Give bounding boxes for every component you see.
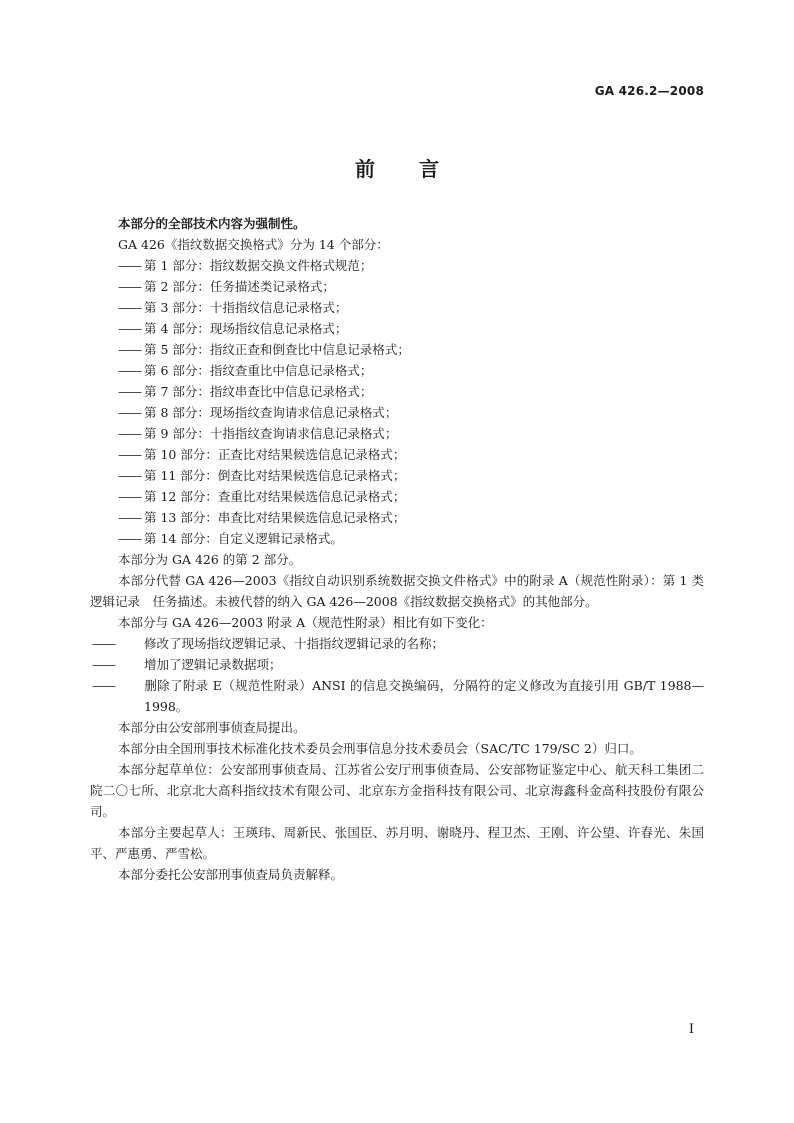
- list-item-text: 第 5 部分：指纹正查和倒查比中信息记录格式；: [144, 342, 410, 357]
- list-item-text: 第 4 部分：现场指纹信息记录格式；: [144, 321, 348, 336]
- dash: ——: [118, 321, 141, 336]
- replaces-statement: 本部分代替 GA 426—2003《指纹自动识别系统数据交换文件格式》中的附录 A（规范性附录）：第 1 类逻辑记录 任务描述。未被代替的纳入 GA 426—2008《指纹数据交换格式》的其他部分。: [90, 573, 704, 609]
- foreword-body: [90, 213, 704, 885]
- list-item-text: 第 7 部分：指纹串查比中信息记录格式；: [144, 384, 373, 399]
- list-item-text: 第 12 部分：查重比对结果候选信息记录格式；: [144, 489, 406, 504]
- parts-intro: GA 426《指纹数据交换格式》分为 14 个部分：: [118, 237, 389, 252]
- mandatory-statement: 本部分的全部技术内容为强制性。: [118, 216, 306, 231]
- dash: ——: [118, 405, 141, 420]
- part-statement: 本部分为 GA 426 的第 2 部分。: [118, 552, 302, 567]
- list-item: [90, 276, 704, 297]
- dash: ——: [118, 363, 141, 378]
- list-item-text: 第 6 部分：指纹查重比中信息记录格式；: [144, 363, 373, 378]
- list-item-text: 第 9 部分：十指指纹查询请求信息记录格式；: [144, 426, 398, 441]
- dash: ——: [118, 279, 141, 294]
- list-item: [90, 381, 704, 402]
- list-item: [90, 255, 704, 276]
- list-item: [90, 465, 704, 486]
- list-item: [90, 360, 704, 381]
- dash: ——: [118, 489, 141, 504]
- list-item: [90, 297, 704, 318]
- page-number: I: [688, 1022, 694, 1037]
- dash: ——: [118, 468, 141, 483]
- dash: ——: [92, 636, 115, 651]
- list-item: [90, 507, 704, 528]
- list-item: [90, 675, 704, 717]
- dash: ——: [118, 510, 141, 525]
- changes-list: [90, 633, 704, 717]
- list-item: [90, 654, 704, 675]
- list-item-text: 第 1 部分：指纹数据交换文件格式规范；: [144, 258, 373, 273]
- dash: ——: [92, 657, 115, 672]
- dash: ——: [118, 531, 141, 546]
- list-item: [90, 486, 704, 507]
- list-item: [90, 402, 704, 423]
- dash: ——: [118, 426, 141, 441]
- list-item-text: 删除了附录 E（规范性附录）ANSI 的信息交换编码，分隔符的定义修改为直接引用 GB/T 1988—1998。: [144, 678, 704, 714]
- document-id: GA 426.2—2008: [594, 84, 704, 98]
- list-item-text: 修改了现场指纹逻辑记录、十指指纹逻辑记录的名称；: [144, 636, 445, 651]
- dash: ——: [92, 678, 115, 693]
- page-title: 前言: [355, 157, 483, 181]
- jurisdiction-statement: 本部分由全国刑事技术标准化技术委员会刑事信息分技术委员会（SAC/TC 179/SC 2）归口。: [118, 741, 642, 756]
- drafting-units: 本部分起草单位：公安部刑事侦查局、江苏省公安厅刑事侦查局、公安部物证鉴定中心、航天科工集团二院二〇七所、北京北大高科指纹技术有限公司、北京东方金指科技有限公司、北京海鑫科金高科技股份有限公司。: [90, 762, 704, 819]
- list-item: [90, 633, 704, 654]
- dash: ——: [118, 384, 141, 399]
- list-item-text: 第 13 部分：串查比对结果候选信息记录格式；: [144, 510, 406, 525]
- dash: ——: [118, 258, 141, 273]
- drafters: 本部分主要起草人：王瑛玮、周新民、张国臣、苏月明、谢晓丹、程卫杰、王刚、许公望、许春光、朱国平、严惠勇、严雪松。: [90, 825, 704, 861]
- list-item: [90, 423, 704, 444]
- list-item-text: 第 2 部分：任务描述类记录格式；: [144, 279, 335, 294]
- list-item-text: 增加了逻辑记录数据项；: [144, 657, 282, 672]
- changes-intro: 本部分与 GA 426—2003 附录 A（规范性附录）相比有如下变化：: [118, 615, 493, 630]
- list-item: [90, 318, 704, 339]
- parts-list: [90, 255, 704, 549]
- list-item-text: 第 8 部分：现场指纹查询请求信息记录格式；: [144, 405, 398, 420]
- interpretation-statement: 本部分委托公安部刑事侦查局负责解释。: [118, 867, 344, 882]
- dash: ——: [118, 342, 141, 357]
- list-item-text: 第 11 部分：倒查比对结果候选信息记录格式；: [144, 468, 406, 483]
- list-item: [90, 528, 704, 549]
- list-item: [90, 444, 704, 465]
- proposed-by: 本部分由公安部刑事侦查局提出。: [118, 720, 306, 735]
- list-item-text: 第 10 部分：正查比对结果候选信息记录格式；: [144, 447, 406, 462]
- dash: ——: [118, 447, 141, 462]
- list-item-text: 第 3 部分：十指指纹信息记录格式；: [144, 300, 348, 315]
- dash: ——: [118, 300, 141, 315]
- list-item: [90, 339, 704, 360]
- list-item-text: 第 14 部分：自定义逻辑记录格式。: [144, 531, 343, 546]
